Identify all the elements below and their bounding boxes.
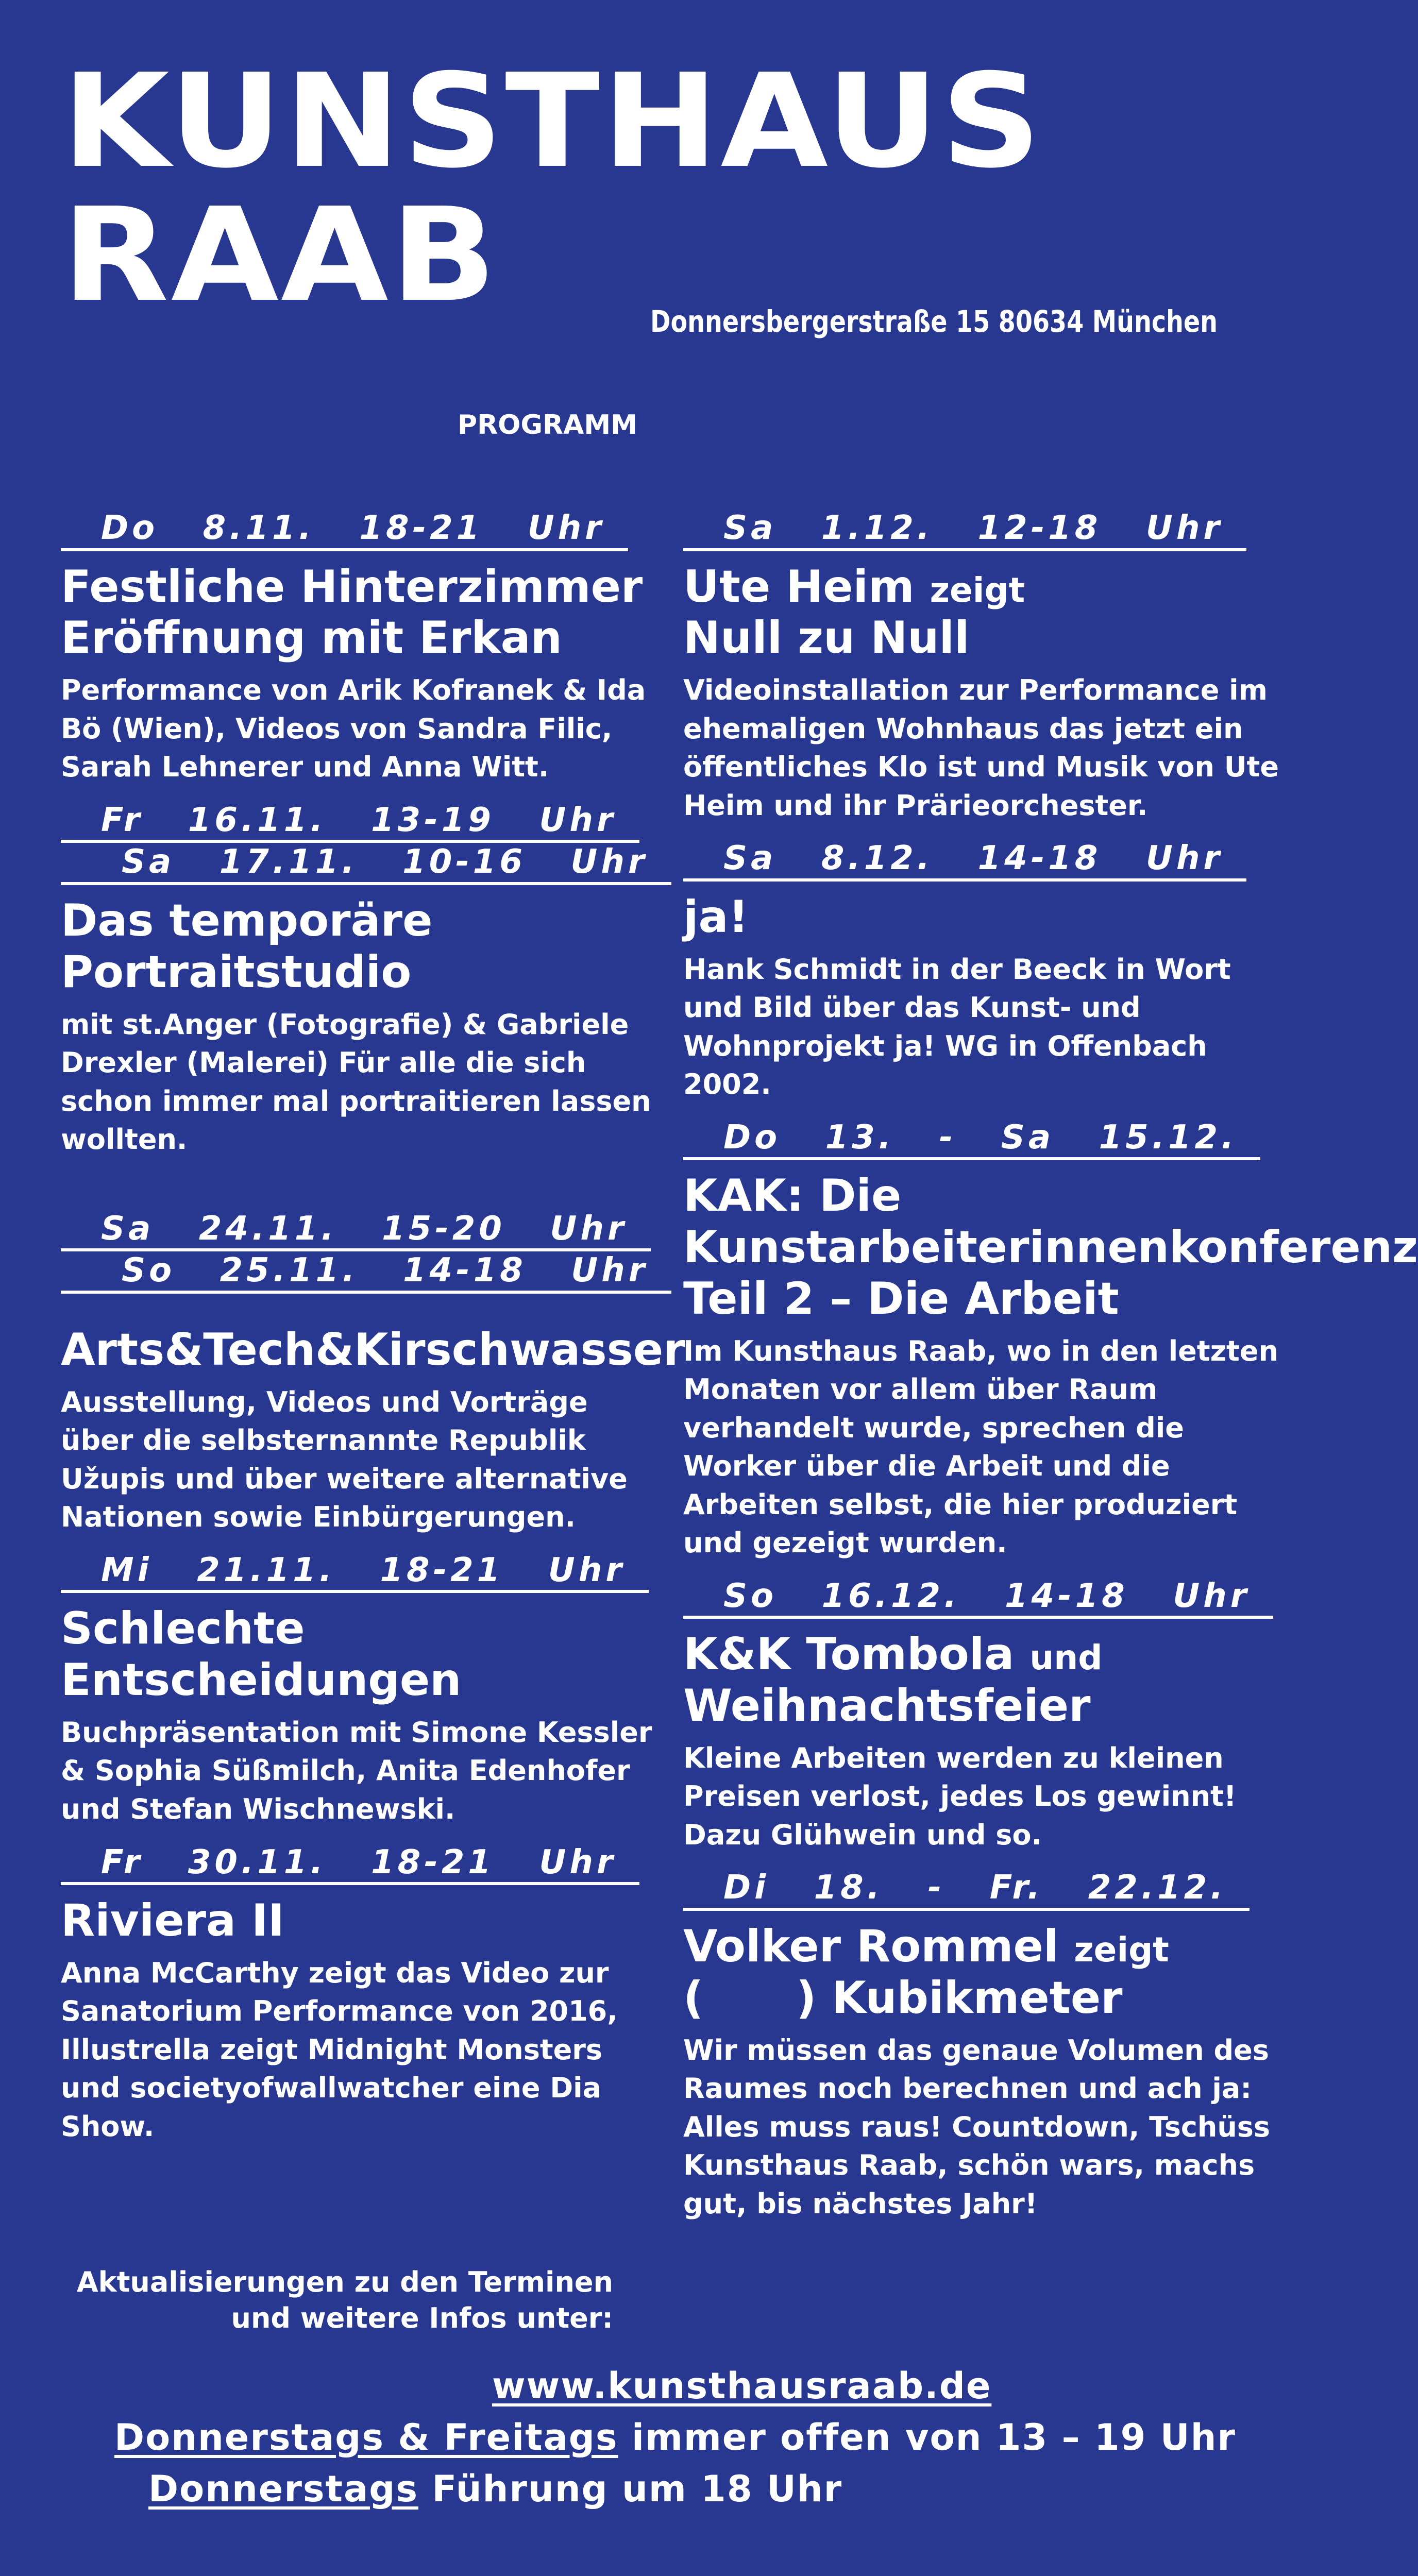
event-title-connector: zeigt [1074,1930,1169,1970]
event-title-connector: zeigt [930,570,1025,610]
event-description: Buchpräsentation mit Simone Kessler & Sophia Süßmilch, Anita Edenhofer und Stefan Wischnewski. [61,1716,652,1825]
website-link[interactable] [492,2365,991,2407]
event-title [683,1921,1291,2024]
event-title-main: Volker Rommel [683,1921,1059,1973]
event-description: mit st.Anger (Fotografie) & Gabriele Drexler (Malerei) Für alle die sich schon immer mal portraitieren lassen wollten. [61,1008,651,1156]
footer-note-line-1: Aktualisierungen zu den Terminen [76,2266,613,2298]
event-date: Di 18. - Fr. 22.12. [683,1870,1250,1911]
event-6 [683,510,1291,825]
event-date: So 25.11. 14-18 Uhr [61,1252,671,1294]
section-label: PROGRAMM [458,410,637,440]
event-title-connector: und [1029,1638,1103,1678]
event-3 [61,1209,685,1537]
event-description: Performance von Arik Kofranek & Ida Bö (Wien), Videos von Sandra Filic, Sarah Lehnerer und Anna Witt. [61,674,646,784]
footer-note [52,2264,613,2336]
website-url[interactable]: www.kunsthausraab.de [492,2365,992,2407]
event-date: Sa 8.12. 14-18 Uhr [683,840,1246,882]
opening-days: Donnerstags & Freitags [114,2416,618,2459]
opening-times: immer offen von 13 – 19 Uhr [618,2416,1236,2459]
event-date: Sa 1.12. 12-18 Uhr [683,510,1246,551]
guided-tour [148,2468,842,2510]
event-title-main: Ute Heim [683,561,915,613]
event-date: Do 8.11. 18-21 Uhr [61,510,628,551]
event-10 [683,1870,1291,2223]
event-title: Schlechte Entscheidungen [61,1603,462,1706]
event-9 [683,1578,1291,1855]
event-title: Arts&Tech&Kirschwasser [61,1324,685,1376]
event-2 [61,802,669,1159]
event-date: Sa 24.11. 15-20 Uhr [61,1211,651,1252]
tour-day: Donnerstags [148,2468,418,2510]
event-date: Mi 21.11. 18-21 Uhr [61,1552,649,1594]
event-date: So 16.12. 14-18 Uhr [683,1578,1273,1619]
event-title: ja! [683,891,749,943]
event-description: Wir müssen das genaue Volumen des Raumes noch berechnen und ach ja: Alles muss raus! Countdown, Tschüss Kunsthaus Raab, schön wars, machs gut, bis nächstes Jahr! [683,2033,1271,2220]
event-date: Fr 30.11. 18-21 Uhr [61,1844,639,1886]
event-description: Im Kunsthaus Raab, wo in den letzten Monaten vor allem über Raum verhandelt wurde, sprechen die Worker über die Arbeit und die Arbeiten selbst, die hier produziert und gezeigt wurden. [683,1334,1278,1560]
event-date: Sa 17.11. 10-16 Uhr [61,844,671,885]
tour-time: Führung um 18 Uhr [418,2468,843,2510]
event-date: Do 13. - Sa 15.12. [683,1120,1260,1161]
event-5 [61,1844,669,2146]
event-title: Festliche Hinterzimmer Eröffnung mit Erkan [61,561,643,664]
event-date: Fr 16.11. 13-19 Uhr [61,802,639,843]
left-column [61,509,685,2162]
poster-title [62,45,1043,331]
event-title-rest: ( ) Kubikmeter [683,1972,1123,2024]
event-title-main: K&K Tombola [683,1629,1015,1681]
event-description: Kleine Arbeiten werden zu kleinen Preisen verlost, jedes Los gewinnt! Dazu Glühwein und so. [683,1741,1237,1851]
title-line-2: RAAB [62,179,499,331]
event-8 [683,1118,1418,1563]
event-title-rest: Null zu Null [683,612,970,664]
footer-note-line-2: und weitere Infos unter: [231,2302,613,2335]
event-description: Videoinstallation zur Performance im ehemaligen Wohnhaus das jetzt ein öffentliches Klo ist und Musik von Ute Heim und ihr Prärieorchester. [683,674,1279,822]
event-description: Ausstellung, Videos und Vorträge über die selbsternannte Republik Užupis und über weitere alternative Nationen sowie Einbürgerungen. [61,1385,628,1534]
event-title [683,562,1291,665]
event-description: Anna McCarthy zeigt das Video zur Sanatorium Performance von 2016, Illustrella zeigt Midnight Monsters und societyofwallwatcher eine Dia Show. [61,1956,618,2143]
event-title-rest: Weihnachtsfeier [683,1680,1091,1732]
right-column [683,509,1418,2239]
address: Donnersbergerstraße 15 80634 München [650,304,1218,339]
event-title [683,1629,1291,1732]
event-title: Riviera II [61,1895,284,1947]
event-title: Das temporäre Portraitstudio [61,895,433,998]
title-line-1: KUNSTHAUS [62,45,1043,197]
event-1 [61,510,669,787]
event-4 [61,1552,669,1829]
event-description: Hank Schmidt in der Beeck in Wort und Bild über das Kunst- und Wohnprojekt ja! WG in Offenbach 2002. [683,953,1231,1101]
event-7 [683,840,1291,1104]
event-title: KAK: Die Kunstarbeiterinnenkonferenz Teil 2 – Die Arbeit [683,1170,1418,1325]
opening-hours [114,2416,1236,2459]
